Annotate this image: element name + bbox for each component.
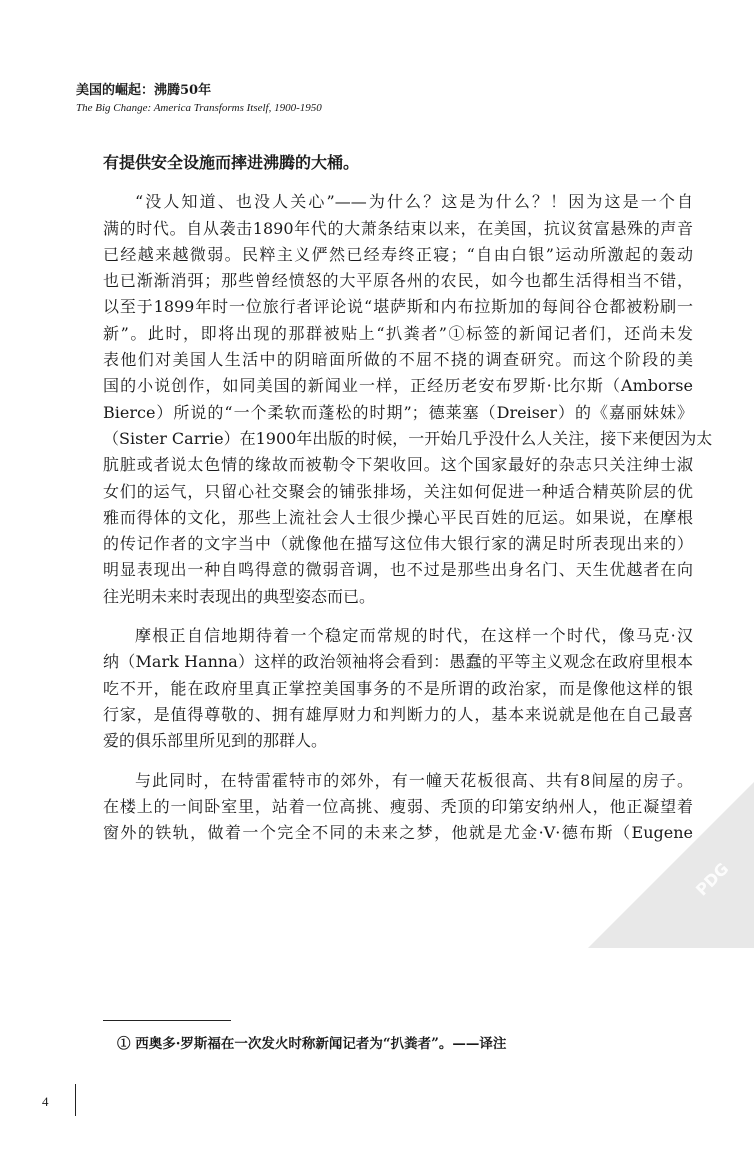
text-line: “没人知道、也没人关心”——为什么？这是为什么？！因为这是一个自	[135, 192, 693, 212]
footnote-divider	[103, 1020, 231, 1021]
text-line: 行家，是值得尊敬的、拥有雄厚财力和判断力的人，基本来说就是他在自己最喜	[103, 704, 693, 724]
page-number: 4	[42, 1094, 49, 1109]
header-title-en: The Big Change: America Transforms Itself, 1900-1950	[76, 102, 322, 114]
text-line: Bierce）所说的“一个柔软而蓬松的时期”；德莱塞（Dreiser）的《嘉丽妹妹》	[103, 402, 693, 422]
text-line: 国的小说创作，如同美国的新闻业一样，正经历老安布罗斯·比尔斯（Amborse	[103, 376, 693, 396]
footnote: ① 西奥多·罗斯福在一次发火时称新闻记者为“扒粪者”。——译注	[117, 1036, 507, 1052]
body-text	[103, 150, 713, 846]
text-line: 往光明未来时表现出的典型姿态而已。	[103, 586, 376, 606]
text-line: 明显表现出一种自鸣得意的微弱音调，也不过是那些出身名门、天生优越者在向	[103, 560, 693, 580]
text-line: 满的时代。自从袭击1890年代的大萧条结束以来，在美国，抗议贫富悬殊的声音	[103, 218, 693, 238]
text-line: 肮脏或者说太色情的缘故而被勒令下架收回。这个国家最好的杂志只关注绅士淑	[103, 455, 693, 475]
watermark-text: PDG	[692, 859, 733, 900]
page-number-divider	[75, 1084, 76, 1116]
text-line: 新”。此时，即将出现的那群被贴上“扒粪者”①标签的新闻记者们，还尚未发	[103, 323, 693, 343]
text-line: 已经越来越微弱。民粹主义俨然已经寿终正寝；“自由白银”运动所激起的轰动	[103, 244, 693, 264]
running-header	[76, 82, 676, 116]
text-line: 有提供安全设施而摔进沸腾的大桶。	[103, 153, 360, 172]
text-line: 吃不开，能在政府里真正掌控美国事务的不是所谓的政治家，而是像他这样的银	[103, 678, 693, 698]
text-line: （Sister Carrie）在1900年出版的时候，一开始几乎没什么人关注，接下来便因为太	[103, 428, 713, 448]
text-line: 纳（Mark Hanna）这样的政治领袖将会看到：愚蠢的平等主义观念在政府里根本	[103, 652, 693, 672]
text-line: 雅而得体的文化，那些上流社会人士很少操心平民百姓的厄运。如果说，在摩根	[103, 507, 693, 527]
text-line: 表他们对美国人生活中的阴暗面所做的不屈不挠的调查研究。而这个阶段的美	[103, 350, 693, 370]
text-line: 窗外的铁轨，做着一个完全不同的未来之梦，他就是尤金·V·德布斯（Eugene	[103, 823, 693, 843]
text-line: 也已渐渐消弭；那些曾经愤怒的大平原各州的农民，如今也都生活得相当不错，	[103, 271, 693, 291]
text-line: 摩根正自信地期待着一个稳定而常规的时代，在这样一个时代，像马克·汉	[135, 626, 693, 646]
text-line: 的传记作者的文字当中（就像他在描写这位伟大银行家的满足时所表现出来的）	[103, 534, 693, 554]
text-line: 女们的运气，只留心社交聚会的铺张排场，关注如何促进一种适合精英阶层的优	[103, 481, 693, 501]
text-line: 与此同时，在特雷霍特市的郊外，有一幢天花板很高、共有8间屋的房子。	[135, 770, 693, 790]
header-title-cn: 美国的崛起：沸腾50年	[76, 83, 212, 98]
text-line: 爱的俱乐部里所见到的那群人。	[103, 731, 328, 751]
text-line: 在楼上的一间卧室里，站着一位高挑、瘦弱、秃顶的印第安纳州人，他正凝望着	[103, 796, 693, 816]
text-line: 以至于1899年时一位旅行者评论说“堪萨斯和内布拉斯加的每间谷仓都被粉刷一	[103, 297, 693, 317]
